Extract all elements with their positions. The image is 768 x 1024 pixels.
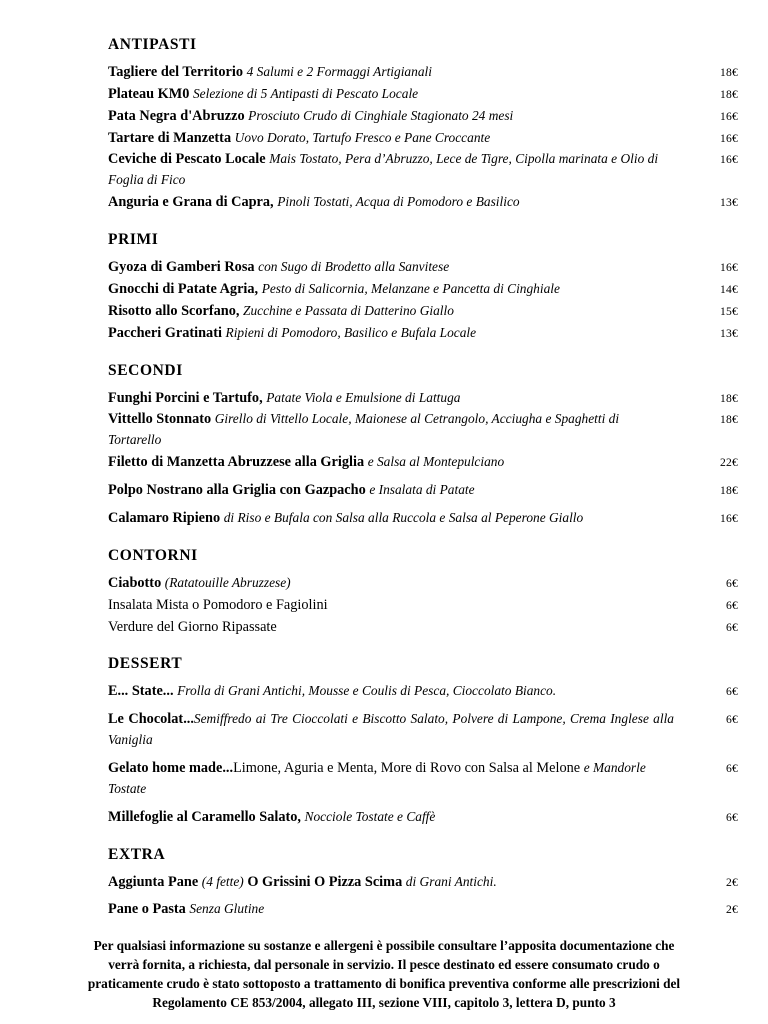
menu-item-text: [108, 872, 686, 893]
menu-item-text: [108, 617, 686, 638]
menu-item-name: Anguria e Grana di Capra,: [108, 194, 274, 211]
menu-item-text: [108, 62, 686, 83]
menu-item-text: [108, 323, 686, 344]
menu-item: [30, 617, 738, 638]
menu-item-description: Patate Viola e Emulsione di Lattuga: [266, 389, 461, 405]
menu-item-text: [108, 452, 686, 473]
menu-item-price: 18€: [720, 484, 738, 498]
menu-item-text: [108, 595, 686, 616]
menu-item-name: Paccheri Gratinati: [108, 324, 222, 341]
menu-item: [30, 279, 738, 300]
menu-item-name: Verdure del Giorno Ripassate: [108, 618, 277, 635]
menu-item: [30, 480, 738, 501]
section-title-dessert: DESSERT: [108, 655, 183, 673]
menu-item-description: e Salsa al Montepulciano: [367, 454, 505, 470]
menu-item: [30, 573, 738, 594]
menu-item: [30, 409, 738, 451]
menu-item: [30, 681, 738, 702]
menu-item-name: Gelato home made...: [108, 760, 234, 776]
section-title-secondi: SECONDI: [108, 361, 183, 379]
menu-item-name: Risotto allo Scorfano,: [108, 302, 240, 319]
menu-item-name: Insalata Mista o Pomodoro e Fagiolini: [108, 596, 328, 613]
menu-item-description: Frolla di Grani Antichi, Mousse e Coulis di Pesca, Cioccolato Bianco.: [177, 683, 557, 699]
menu-item-price: 6€: [726, 762, 738, 775]
menu-item: [30, 62, 738, 83]
menu-item: [30, 807, 738, 828]
menu-item-description: con Sugo di Brodetto alla Sanvitese: [258, 259, 450, 275]
disclaimer-line-2: verrà fornita, a richiesta, dal personale in servizio. Il pesce destinato ed essere consumato crudo o: [108, 957, 660, 973]
menu-item-description: Zucchine e Passata di Datterino Giallo: [243, 302, 454, 318]
menu-item: [30, 106, 738, 127]
menu-item-price: 13€: [720, 326, 738, 340]
menu-item-name: Plateau KM0: [108, 85, 190, 102]
menu-item-description-b: di Grani Antichi.: [405, 873, 497, 889]
allergen-disclaimer: [30, 937, 738, 1013]
menu-item-text: [108, 709, 686, 751]
menu-item: [30, 301, 738, 322]
menu-item-name: Ceviche di Pescato Locale: [108, 151, 266, 168]
menu-item-description-a: (4 fette): [201, 873, 244, 889]
section-primi: [30, 231, 738, 343]
menu-item-text: [108, 149, 686, 191]
menu-item: [30, 257, 738, 278]
menu-item-name: Polpo Nostrano alla Griglia con Gazpacho: [108, 482, 366, 499]
menu-item: [30, 758, 738, 800]
menu-item-price: 6€: [726, 598, 738, 612]
menu-item-text: [108, 279, 686, 300]
menu-item-name: Le Chocolat...: [108, 711, 194, 728]
menu-item-name: Pata Negra d'Abruzzo: [108, 107, 245, 124]
menu-item-description: (Ratatouille Abruzzese): [164, 574, 291, 590]
menu-item-description: di Riso e Bufala con Salsa alla Ruccola e Salsa al Peperone Giallo: [223, 509, 584, 525]
menu-item-text: [108, 573, 686, 594]
menu-item: [30, 595, 738, 616]
menu-item-name: Millefoglie al Caramello Salato,: [108, 808, 301, 825]
menu-item-text: [108, 192, 686, 213]
menu-item: [30, 872, 738, 893]
menu-item-text: [108, 106, 686, 127]
menu-item-price: 16€: [720, 261, 738, 275]
menu-item-text: [108, 899, 686, 920]
menu-item-price: 15€: [720, 304, 738, 318]
menu-item-name: Tagliere del Territorio: [108, 64, 244, 81]
menu-item-price: 18€: [720, 66, 738, 80]
menu-item-price: 6€: [726, 620, 738, 634]
menu-item-description: e Mandorle Tostate: [108, 760, 646, 796]
section-antipasti: [30, 36, 738, 213]
menu-item: [30, 899, 738, 920]
menu-item-name: Funghi Porcini e Tartufo,: [108, 389, 263, 406]
menu-item-price: 6€: [726, 576, 738, 590]
menu-item-description: Mais Tostato, Pera d’Abruzzo, Lece de Tigre, Cipolla marinata e Olio di Foglia di Fico: [108, 151, 659, 188]
menu-item-text: [108, 128, 686, 149]
disclaimer-line-1: Per qualsiasi informazione su sostanze e allergeni è possibile consultare l’apposita documentazione che: [93, 938, 675, 954]
menu-item-name: E... State...: [108, 683, 174, 700]
menu-item-description: Uovo Dorato, Tartufo Fresco e Pane Croccante: [234, 129, 491, 145]
menu-item-text: [108, 84, 686, 105]
menu-item: [30, 323, 738, 344]
menu-item-price: 16€: [720, 131, 738, 145]
menu-item-price: 18€: [720, 413, 738, 427]
section-title-primi: PRIMI: [108, 231, 159, 249]
menu-item-name: Gnocchi di Patate Agria,: [108, 280, 259, 297]
menu-item-text: [108, 681, 686, 702]
menu-item-name: Tartare di Manzetta: [108, 129, 232, 146]
menu-item-text: [108, 807, 686, 828]
section-secondi: [30, 362, 738, 529]
menu-item-description: Senza Glutine: [189, 901, 265, 917]
menu-item-text: [108, 257, 686, 278]
menu-item-name-b: O Grissini O Pizza Scima: [247, 873, 403, 890]
menu-item-description: Pesto di Salicornia, Melanzane e Pancetta di Cinghiale: [261, 280, 560, 296]
menu-item-price: 16€: [720, 109, 738, 123]
disclaimer-line-4: Regolamento CE 853/2004, allegato III, sezione VIII, capitolo 3, lettera D, punto 3: [152, 994, 616, 1010]
menu-item-description-roman: Limone, Aguria e Menta, More di Rovo con Salsa al Melone: [233, 760, 581, 776]
menu-item-name: Filetto di Manzetta Abruzzese alla Griglia: [108, 454, 365, 471]
disclaimer-line-3: praticamente crudo è stato sottoposto a trattamento di bonifica preventiva conforme alle prescrizioni del: [87, 976, 681, 992]
menu-item: [30, 388, 738, 409]
menu-item-price: 2€: [726, 903, 738, 917]
menu-item-description: Selezione di 5 Antipasti di Pescato Locale: [192, 85, 419, 101]
menu-item-description: 4 Salumi e 2 Formaggi Artigianali: [246, 64, 432, 80]
menu-item-price: 22€: [720, 456, 738, 470]
menu-item-text: [108, 508, 686, 529]
menu-item-name: Pane o Pasta: [108, 901, 186, 918]
menu-item-text: [108, 388, 686, 409]
menu-item-description: Girello di Vittello Locale, Maionese al Cetrangolo, Acciugha e Spaghetti di Tortarello: [108, 411, 620, 448]
menu-item-description: Pinoli Tostati, Acqua di Pomodoro e Basilico: [277, 194, 520, 210]
menu-item-description: Nocciole Tostate e Caffè: [304, 808, 436, 824]
menu-item-description: Prosciuto Crudo di Cinghiale Stagionato 24 mesi: [248, 107, 514, 123]
menu-item-price: 6€: [726, 713, 738, 727]
menu-item: [30, 452, 738, 473]
menu-item-name: Ciabotto: [108, 574, 162, 591]
section-title-contorni: CONTORNI: [108, 546, 198, 564]
menu-item: [30, 192, 738, 213]
menu-body: [30, 36, 738, 1013]
section-title-antipasti: ANTIPASTI: [108, 36, 197, 53]
menu-item-price: 18€: [720, 87, 738, 101]
menu-item: [30, 84, 738, 105]
section-contorni: [30, 547, 738, 638]
menu-item-text: [108, 480, 686, 501]
menu-item-name: Aggiunta Pane: [108, 873, 199, 890]
menu-item: [30, 709, 738, 751]
menu-item: [30, 149, 738, 191]
menu-item-text: [108, 758, 686, 800]
menu-item-description: e Insalata di Patate: [369, 482, 475, 498]
section-extra: [30, 846, 738, 921]
menu-item-description: Ripieni di Pomodoro, Basilico e Bufala Locale: [225, 324, 477, 340]
menu-item-price: 6€: [726, 810, 738, 824]
menu-item-name: Gyoza di Gamberi Rosa: [108, 259, 255, 276]
section-title-extra: EXTRA: [108, 845, 166, 863]
menu-item-name: Calamaro Ripieno: [108, 509, 221, 526]
menu-item-price: 13€: [720, 196, 738, 210]
menu-item-price: 16€: [720, 153, 738, 167]
menu-item-text: [108, 301, 686, 322]
menu-item-price: 14€: [720, 282, 738, 296]
menu-item-price: 16€: [720, 511, 738, 525]
menu-item: [30, 508, 738, 529]
menu-item-price: 6€: [726, 685, 738, 699]
menu-item-description: Semiffredo ai Tre Cioccolati e Biscotto Salato, Polvere di Lampone, Crema Inglese alla Vaniglia: [108, 711, 674, 748]
menu-item-text: [108, 409, 686, 451]
menu-item-price: 18€: [720, 391, 738, 405]
menu-item: [30, 128, 738, 149]
menu-item-price: 2€: [726, 875, 738, 889]
menu-item-name: Vittello Stonnato: [108, 411, 212, 428]
section-dessert: [30, 655, 738, 827]
